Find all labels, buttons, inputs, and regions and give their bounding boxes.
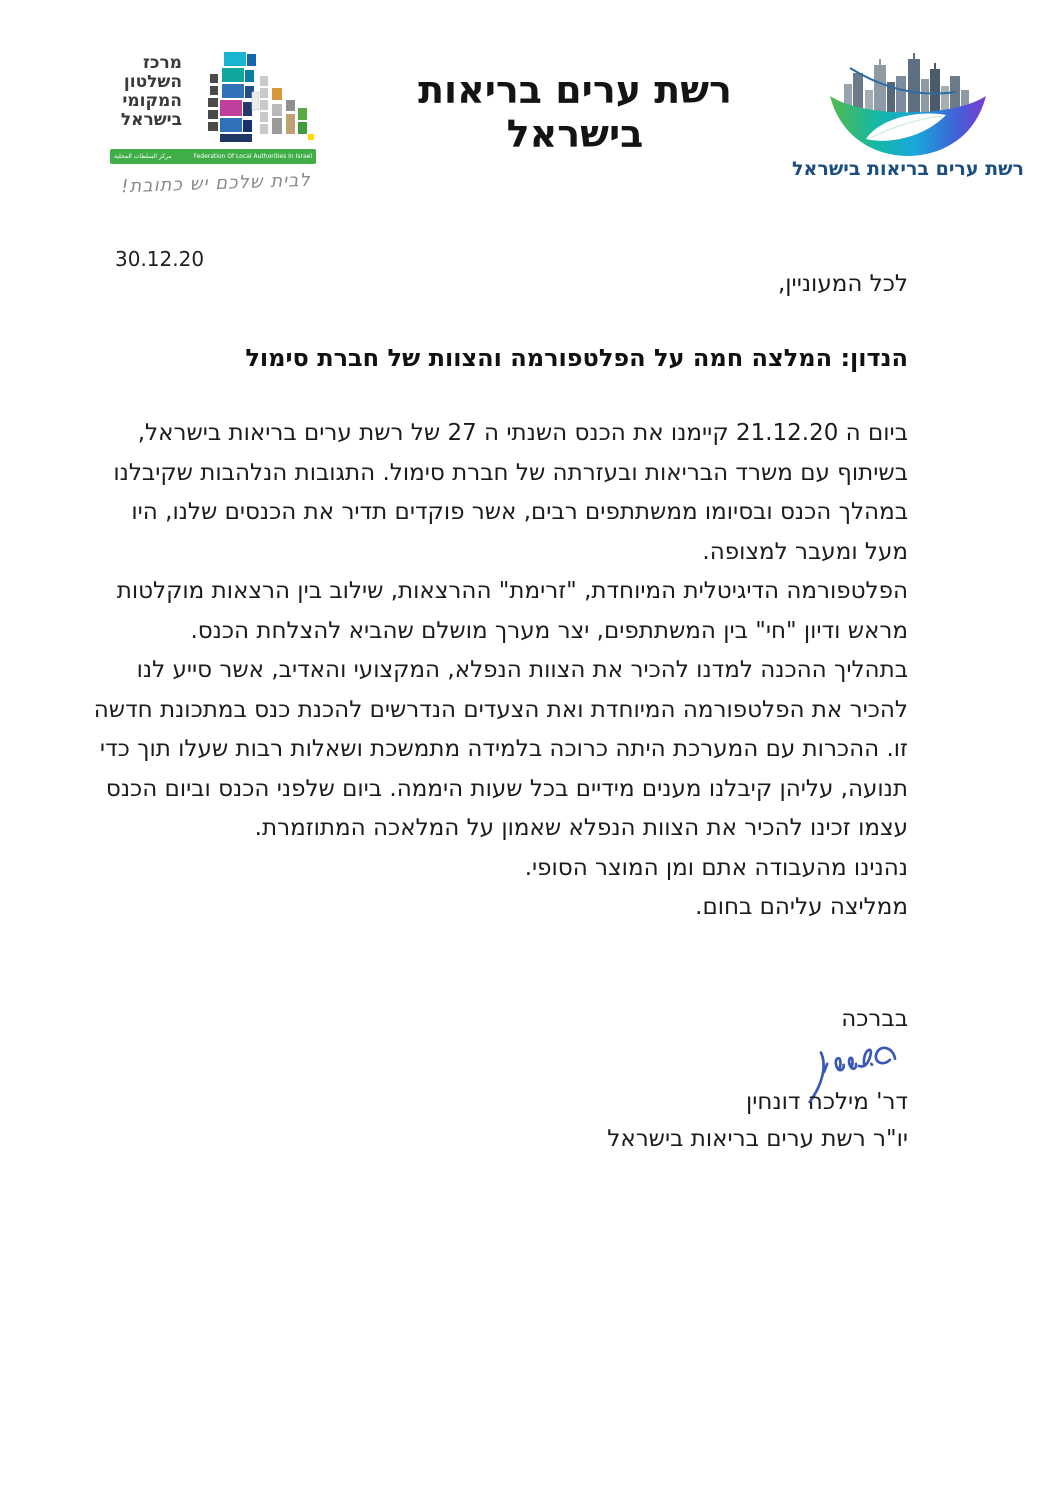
municipal-federation-logo (110, 48, 322, 198)
city-skyline-leaf-icon (822, 46, 994, 158)
logo-word: המקומי (122, 91, 182, 111)
paragraph: ממליצה עליהם בחום. (695, 894, 908, 920)
subject-line: הנדון: המלצה חמה על הפלטפורמה והצוות של חברת סימול (245, 344, 908, 372)
signer-role: יו"ר רשת ערים בריאות בישראל (607, 1126, 908, 1152)
municipal-logo-wordmark (110, 48, 182, 130)
page-title: רשת ערים בריאות בישראל (418, 68, 732, 156)
healthy-cities-logo-caption: רשת ערים בריאות בישראל (792, 158, 1024, 180)
colored-blocks-building-icon (182, 48, 314, 148)
closing-word: בברכה (841, 1006, 908, 1032)
paragraph: נהנינו מהעבודה אתם ומן המוצר הסופי. (524, 854, 908, 881)
letter-date: 30.12.20 (115, 247, 205, 271)
band-english-text: Federation Of Local Authorities In Israel (193, 153, 312, 160)
logo-word: השלטון (123, 72, 182, 92)
logo-green-band (110, 149, 316, 164)
salutation: לכל המעוניין, (777, 271, 908, 297)
letter-body (88, 414, 908, 928)
signer-name: דר' מילכה דונחין (746, 1089, 908, 1115)
band-arabic-text: مركز السلطات المحلية (114, 153, 172, 160)
healthy-cities-logo (788, 46, 1028, 180)
logo-slogan-handwriting: לבית שלכם יש כתובת! (120, 169, 312, 198)
logo-word: מרכז (143, 53, 182, 73)
paragraph: בתהליך ההכנה למדנו להכיר את הצוות הנפלא, המקצועי והאדיב, אשר סייע לנו להכיר את הפלטפורמה המיוחדת ואת הצעדים הנדרשים להכנת כנס במתכונת חדשה זו. ההכרות עם המערכת היתה כרוכה בלמידה מתמשכת ושאלות רבות שעלו תוך כדי תנועה, עליהן קיבלנו מענים מידיים בכל שעות היממה. ביום שלפני הכנס וביום הכנס עצמו זכינו להכיר את הצוות הנפלא שאמון על המלאכה המתוזמרת. (93, 657, 908, 841)
paragraph: ביום ה 21.12.20 קיימנו את הכנס השנתי ה 27 של רשת ערים בריאות בישראל, בשיתוף עם משרד הבריאות ובעזרתה של חברת סימול. התגובות הנלהבות שקיבלנו במהלך הכנס ובסיומו ממשתתפים רבים, אשר פוקדים תדיר את הכנסים שלנו, היו מעל ומעבר למצופה. (113, 420, 908, 565)
paragraph: הפלטפורמה הדיגיטלית המיוחדת, "זרימת" ההרצאות, שילוב בין הרצאות מוקלטות מראש ודיון "חי" בין המשתתפים, יצר מערך מושלם שהביא להצלחת הכנס. (116, 578, 908, 644)
logo-word: בישראל (120, 110, 182, 130)
